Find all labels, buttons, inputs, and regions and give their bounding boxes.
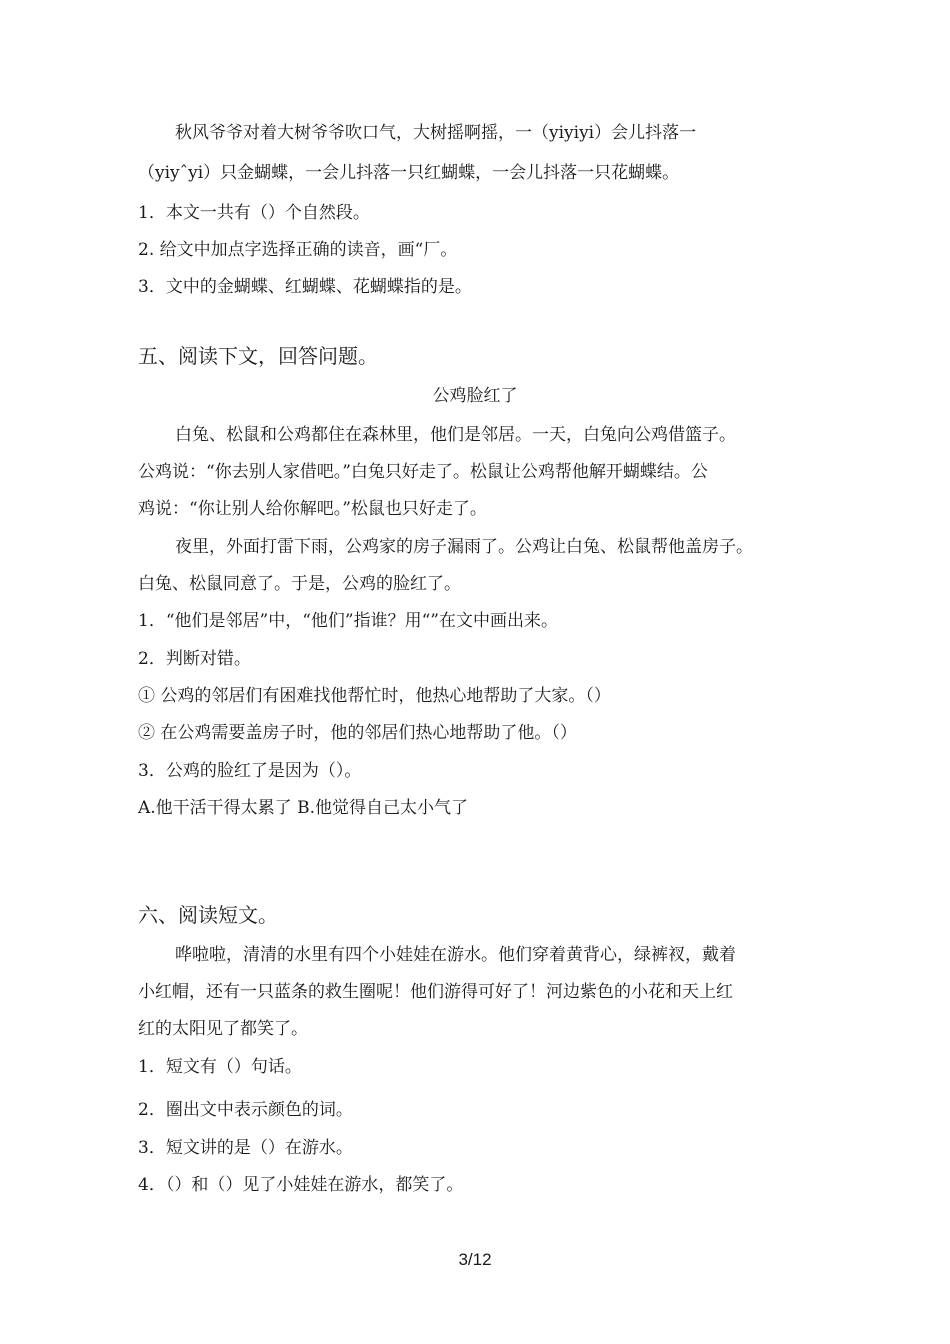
page-number: 3/12 [458,1250,492,1269]
question-3: 3．公鸡的脸红了是因为（）。 [138,761,362,781]
question-1: 1．“他们是邻居”中，“他们”指谁？用“”在文中画出来。 [138,611,558,631]
question-2-item-a: ① 公鸡的邻居们有困难找他帮忙时，他热心地帮助了大家。（） [138,686,611,706]
question-2: 2．判断对错。 [138,649,251,669]
section-heading: 六、阅读短文。 [138,903,278,927]
question-4: 4．（）和（）见了小娃娃在游水，都笑了。 [138,1175,464,1195]
passage-line: 红的太阳见了都笑了。 [138,1019,308,1039]
passage-line: 秋风爷爷对着大树爷爷吹口气，大树摇啊摇，一（yiyiyi）会儿抖落一 [175,123,697,143]
question-1: 1．短文有（）句话。 [138,1057,302,1077]
story-title: 公鸡脸红了 [432,386,518,406]
question-3: 3．文中的金蝴蝶、红蝴蝶、花蝴蝶指的是。 [138,277,472,297]
passage-line: 公鸡说：“你去别人家借吧。”白兔只好走了。松鼠让公鸡帮他解开蝴蝶结。公 [138,462,708,482]
question-1: 1．本文一共有（）个自然段。 [138,203,370,223]
passage-line: （yiyˆyi）只金蝴蝶，一会儿抖落一只红蝴蝶，一会儿抖落一只花蝴蝶。 [138,163,680,183]
question-3-options: A.他干活干得太累了 B.他觉得自己太小气了 [138,798,468,818]
passage-line: 夜里，外面打雷下雨，公鸡家的房子漏雨了。公鸡让白兔、松鼠帮他盖房子。 [175,537,753,557]
question-2-item-b: ② 在公鸡需要盖房子时，他的邻居们热心地帮助了他。（） [138,723,577,743]
passage-line: 哗啦啦，清清的水里有四个小娃娃在游水。他们穿着黄背心，绿裤衩，戴着 [175,945,736,965]
passage-line: 白兔、松鼠和公鸡都住在森林里，他们是邻居。一天，白兔向公鸡借篮子。 [175,425,736,445]
passage-line: 小红帽，还有一只蓝条的救生圈呢！他们游得可好了！河边紫色的小花和天上红 [138,982,733,1002]
question-2: 2. 给文中加点字选择正确的读音，画“厂。 [138,240,458,260]
passage-line: 鸡说：“你让别人给你解吧。”松鼠也只好走了。 [138,499,487,519]
section-heading: 五、阅读下文，回答问题。 [138,344,378,368]
question-3: 3．短文讲的是（）在游水。 [138,1138,353,1158]
passage-line: 白兔、松鼠同意了。于是，公鸡的脸红了。 [138,574,461,594]
question-2: 2．圈出文中表示颜色的词。 [138,1100,353,1120]
